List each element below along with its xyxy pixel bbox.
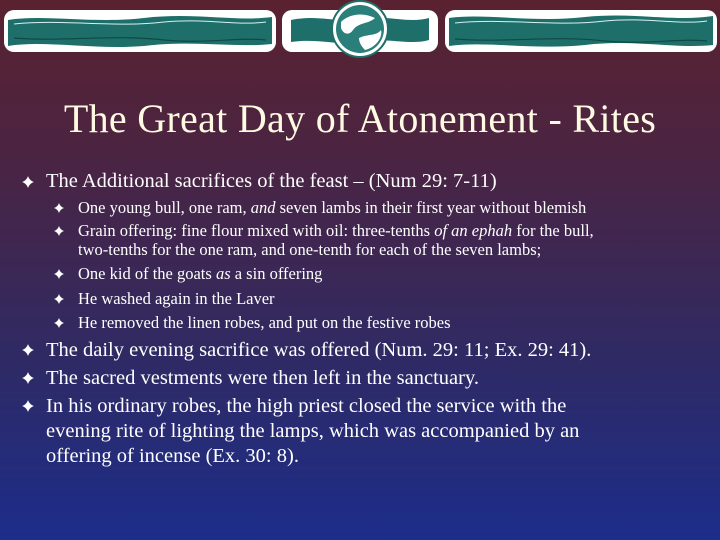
diamond-bullet-icon: [54, 269, 64, 279]
sub-bullet-text: He washed again in the Laver: [78, 289, 275, 308]
bullet-text: In his ordinary robes, the high priest closed the service with the: [46, 395, 567, 417]
diamond-bullet-icon: [22, 344, 34, 356]
bullet-text-continued: evening rite of lighting the lamps, which was accompanied by an: [46, 420, 580, 442]
diamond-bullet-icon: [22, 372, 34, 384]
diamond-bullet-icon: [54, 318, 64, 328]
globe-logo: [279, 0, 441, 60]
diamond-bullet-icon: [54, 203, 64, 213]
bullet-text: The Additional sacrifices of the feast – (Num 29: 7-11): [46, 170, 497, 192]
bullet-text: The sacred vestments were then left in the sanctuary.: [46, 367, 479, 389]
diamond-bullet-icon: [22, 176, 34, 188]
diamond-bullet-icon: [54, 226, 64, 236]
header-banner-left: [4, 10, 276, 52]
bullet-text-continued: offering of incense (Ex. 30: 8).: [46, 445, 299, 467]
sub-bullet-text: One kid of the goats as a sin offering: [78, 264, 323, 283]
sub-bullet-text: He removed the linen robes, and put on the festive robes: [78, 313, 451, 332]
slide-title: The Great Day of Atonement - Rites: [63, 96, 657, 141]
header-banner-right: [445, 10, 717, 52]
diamond-bullet-icon: [22, 400, 34, 412]
sub-bullet-text: One young bull, one ram, and seven lambs in their first year without blemish: [78, 198, 587, 217]
sub-bullet-text: Grain offering: fine flour mixed with oil: three-tenths of an ephah for the bull,: [78, 221, 594, 240]
diamond-bullet-icon: [54, 294, 64, 304]
bullet-text: The daily evening sacrifice was offered (Num. 29: 11; Ex. 29: 41).: [46, 339, 592, 361]
sub-bullet-text-continued: two-tenths for the one ram, and one-tenth for each of the seven lambs;: [78, 240, 542, 259]
